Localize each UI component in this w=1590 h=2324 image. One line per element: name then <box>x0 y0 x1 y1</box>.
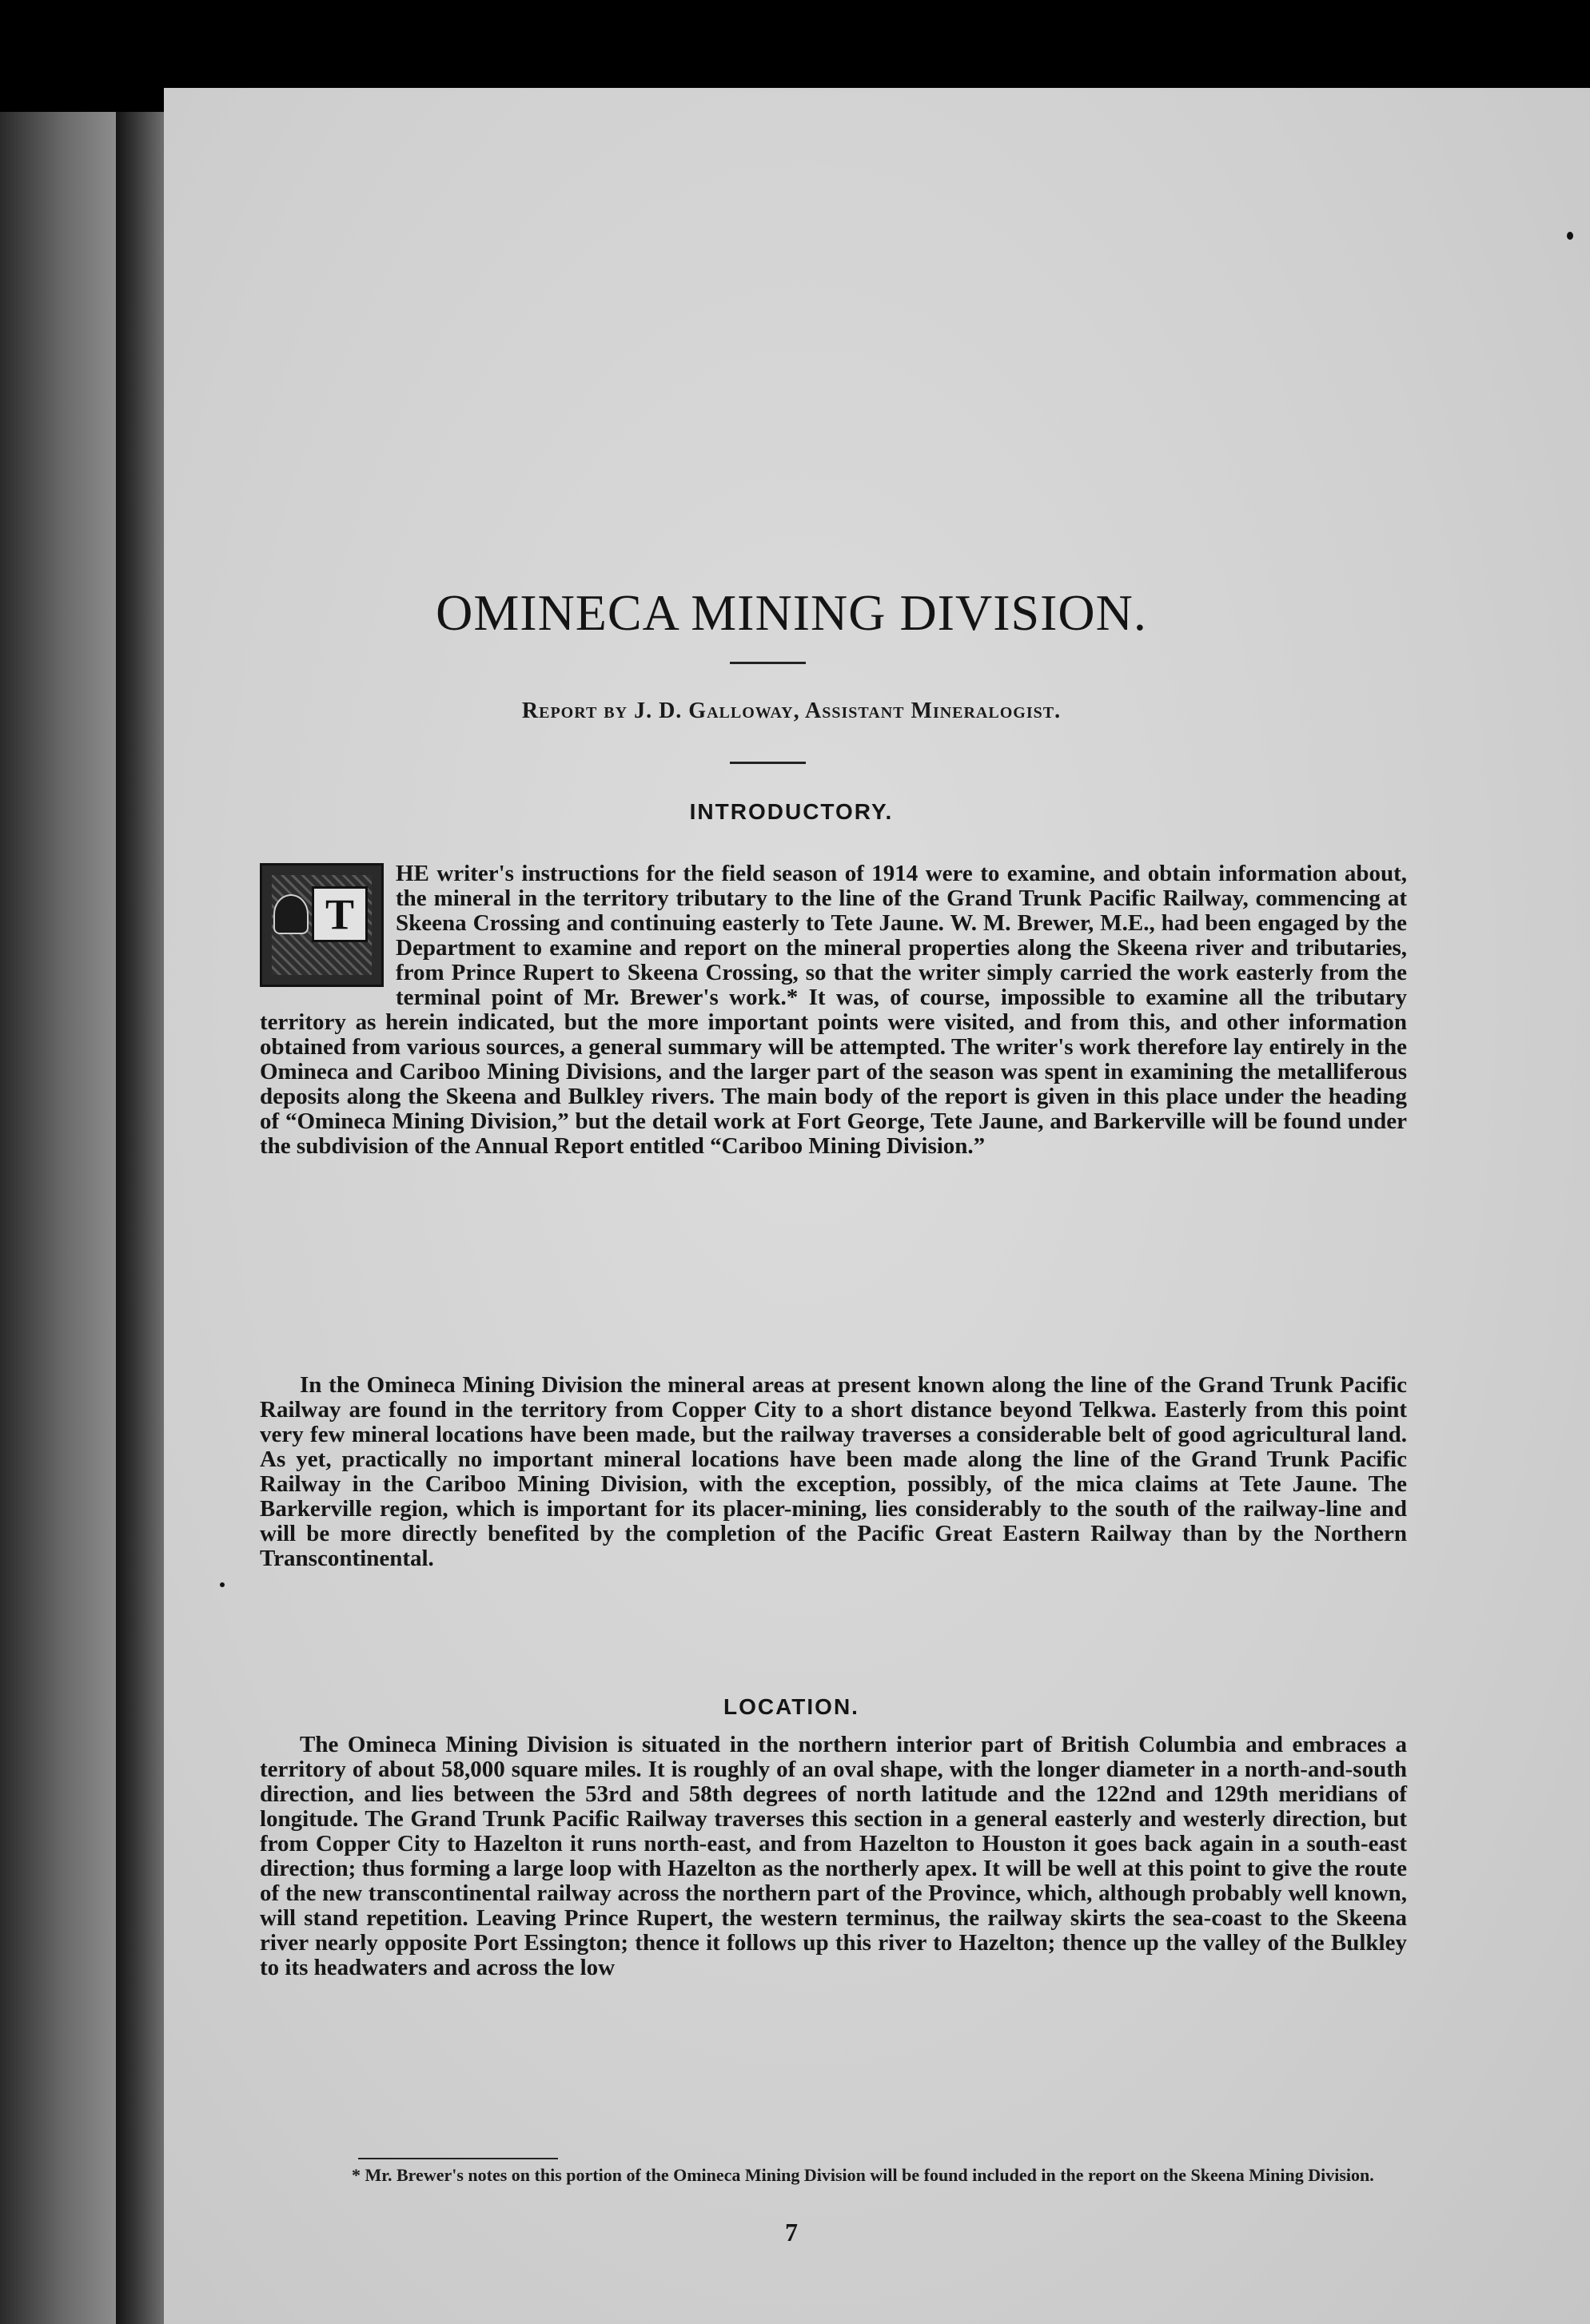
urn-ornament-icon <box>273 894 309 934</box>
paragraph-intro-1 <box>260 862 1407 1159</box>
section-heading-location: LOCATION. <box>723 1694 859 1719</box>
paragraph-intro-1-text: HE writer's instructions for the field season of 1914 were to examine, and obtain information about, the mineral in the territory tributary to the line of the Grand Trunk Pacific Railway, commencing at Skeena Crossing and continuing easterly to Tete Jaune. W. M. Brewer, M.E., had been engaged by the Department to examine and report on the mineral properties along the Skeena river and tributaries, from Prince Rupert to Skeena Crossing, so that the writer simply carried the work easterly from the terminal point of Mr. Brewer's work.* It was, of course, impossible to examine all the tributary territory as herein indicated, but the more important points were visited, and from this, and other information obtained from various sources, a general summary will be attempted. The writer's work therefore lay entirely in the Omineca and Cariboo Mining Divisions, and the larger part of the season was spent in examining the metalliferous deposits along the Skeena and Bulkley rivers. The main body of the report is given in this place under the heading of “Omineca Mining Division,” but the detail work at Fort George, Tete Jaune, and Barkerville will be found under the subdivision of the Annual Report entitled “Cariboo Mining Division.” <box>260 861 1407 1159</box>
paragraph-location-1: The Omineca Mining Division is situated in the northern interior part of British Columbia and embraces a territory of about 58,000 square miles. It is roughly of an oval shape, with the longer diameter in a north-and-south direction, and lies between the 53rd and 58th degrees of north latitude and the 122nd and 129th meridians of longitude. The Grand Trunk Pacific Railway traverses this section in a general easterly and westerly direction, but from Copper City to Hazelton it runs north-east, and from Hazelton to Houston it goes back again in a south-east direction; thus forming a large loop with Hazelton as the northerly apex. It will be well at this point to give the route of the new transcontinental railway across the northern part of the Province, which, although probably well known, will stand repetition. Leaving Prince Rupert, the western terminus, the railway skirts the sea-coast to the Skeena river nearly opposite Port Essington; thence it follows up this river to Hazelton; thence up the valley of the Bulkley to its headwaters and across the low <box>260 1732 1407 1980</box>
facing-page-edge <box>0 112 116 2324</box>
scan-speck <box>1567 232 1573 240</box>
section-heading-introductory: INTRODUCTORY. <box>689 799 894 824</box>
page-number: 7 <box>785 2218 798 2246</box>
page-title: OMINECA MINING DIVISION. <box>436 584 1147 641</box>
title-rule <box>730 662 806 664</box>
footnote-rule <box>358 2158 558 2159</box>
document-page <box>164 88 1590 2324</box>
ornamental-dropcap <box>260 863 384 987</box>
footnote: * Mr. Brewer's notes on this portion of the Omineca Mining Division will be found included in the report on the Skeena Mining Division. <box>352 2165 1374 2185</box>
byline-rule <box>730 762 806 764</box>
paragraph-intro-2: In the Omineca Mining Division the mineral areas at present known along the line of the Grand Trunk Pacific Railway are found in the territory from Copper City to a short distance beyond Telkwa. Easterly from this point very few mineral locations have been made, but the railway traverses a considerable belt of good agricultural land. As yet, practically no important mineral locations have been made along the line of the Grand Trunk Pacific Railway in the Cariboo Mining Division, with the exception, possibly, of the mica claims at Tete Jaune. The Barkerville region, which is important for its placer-mining, lies considerably to the south of the railway-line and will be more directly benefited by the completion of the Pacific Great Eastern Railway than by the Northern Transcontinental. <box>260 1372 1407 1571</box>
report-byline: Report by J. D. Galloway, Assistant Mineralogist. <box>521 698 1062 723</box>
scan-speck <box>220 1582 225 1587</box>
book-gutter <box>116 112 164 2324</box>
dropcap-letter: T <box>312 886 368 942</box>
